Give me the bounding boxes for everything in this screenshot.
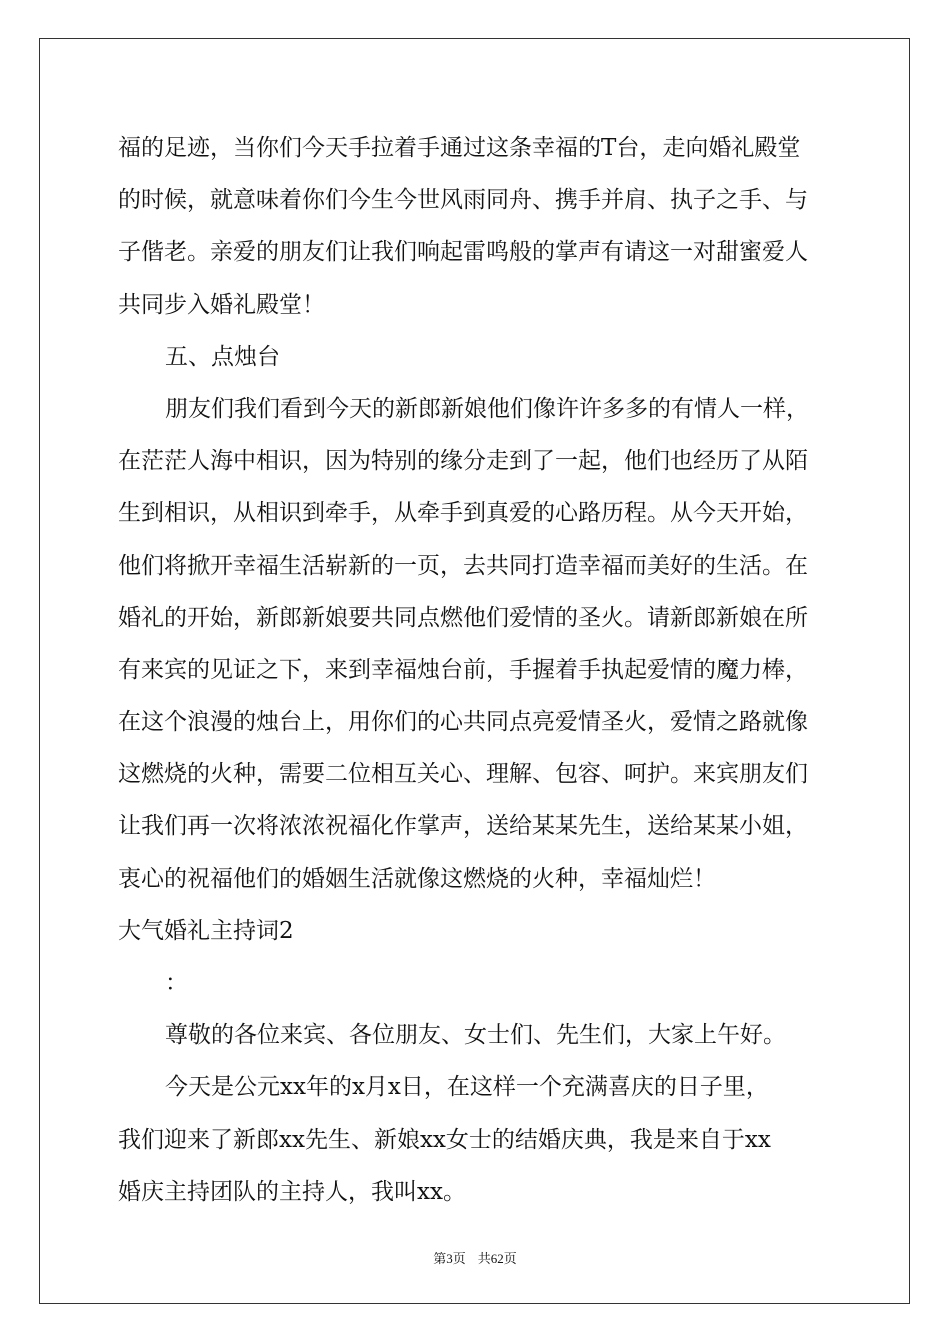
text-line: 生到相识，从相识到牵手，从牵手到真爱的心路历程。从今天开始，: [118, 500, 808, 527]
text-line: 今天是公元xx年的x月x日，在这样一个充满喜庆的日子里，: [165, 1074, 769, 1101]
text-line: 的时候，就意味着你们今生今世风雨同舟、携手并肩、执子之手、与: [118, 187, 808, 214]
page-total: 共62页: [477, 1251, 517, 1266]
text-line: 这燃烧的火种，需要二位相互关心、理解、包容、呵护。来宾朋友们: [118, 761, 808, 788]
text-line: 让我们再一次将浓浓祝福化作掌声，送给某某先生，送给某某小姐，: [118, 813, 808, 840]
text-line: 福的足迹，当你们今天手拉着手通过这条幸福的T台，走向婚礼殿堂: [118, 135, 801, 161]
document-body: [118, 130, 840, 1226]
text-line: 在这个浪漫的烛台上，用你们的心共同点亮爱情圣火，爱情之路就像: [118, 709, 808, 736]
text-line: 婚礼的开始，新郎新娘要共同点燃他们爱情的圣火。请新郎新娘在所: [118, 604, 808, 631]
text-line: 衷心的祝福他们的婚姻生活就像这燃烧的火种，幸福灿烂！: [118, 865, 716, 892]
text-line: 共同步入婚礼殿堂！: [118, 291, 325, 318]
text-line: ：: [165, 970, 188, 996]
text-line: 有来宾的见证之下，来到幸福烛台前，手握着手执起爱情的魔力棒，: [118, 656, 808, 683]
section-heading: 五、点烛台: [165, 343, 280, 370]
text-line: 尊敬的各位来宾、各位朋友、女士们、先生们，大家上午好。: [165, 1022, 786, 1049]
text-line: 我们迎来了新郎xx先生、新娘xx女士的结婚庆典，我是来自于xx: [118, 1126, 771, 1153]
text-line: 朋友们我们看到今天的新郎新娘他们像许许多多的有情人一样，: [165, 395, 809, 422]
text-line: 在茫茫人海中相识，因为特别的缘分走到了一起，他们也经历了从陌: [118, 448, 808, 475]
page-number: 第3页: [433, 1251, 466, 1266]
text-line: 婚庆主持团队的主持人，我叫xx。: [118, 1178, 466, 1205]
page-footer: [0, 1248, 950, 1267]
document-title: 大气婚礼主持词2: [118, 917, 294, 944]
text-line: 子偕老。亲爱的朋友们让我们响起雷鸣般的掌声有请这一对甜蜜爱人: [118, 239, 808, 266]
text-line: 他们将掀开幸福生活崭新的一页，去共同打造幸福而美好的生活。在: [118, 552, 808, 579]
